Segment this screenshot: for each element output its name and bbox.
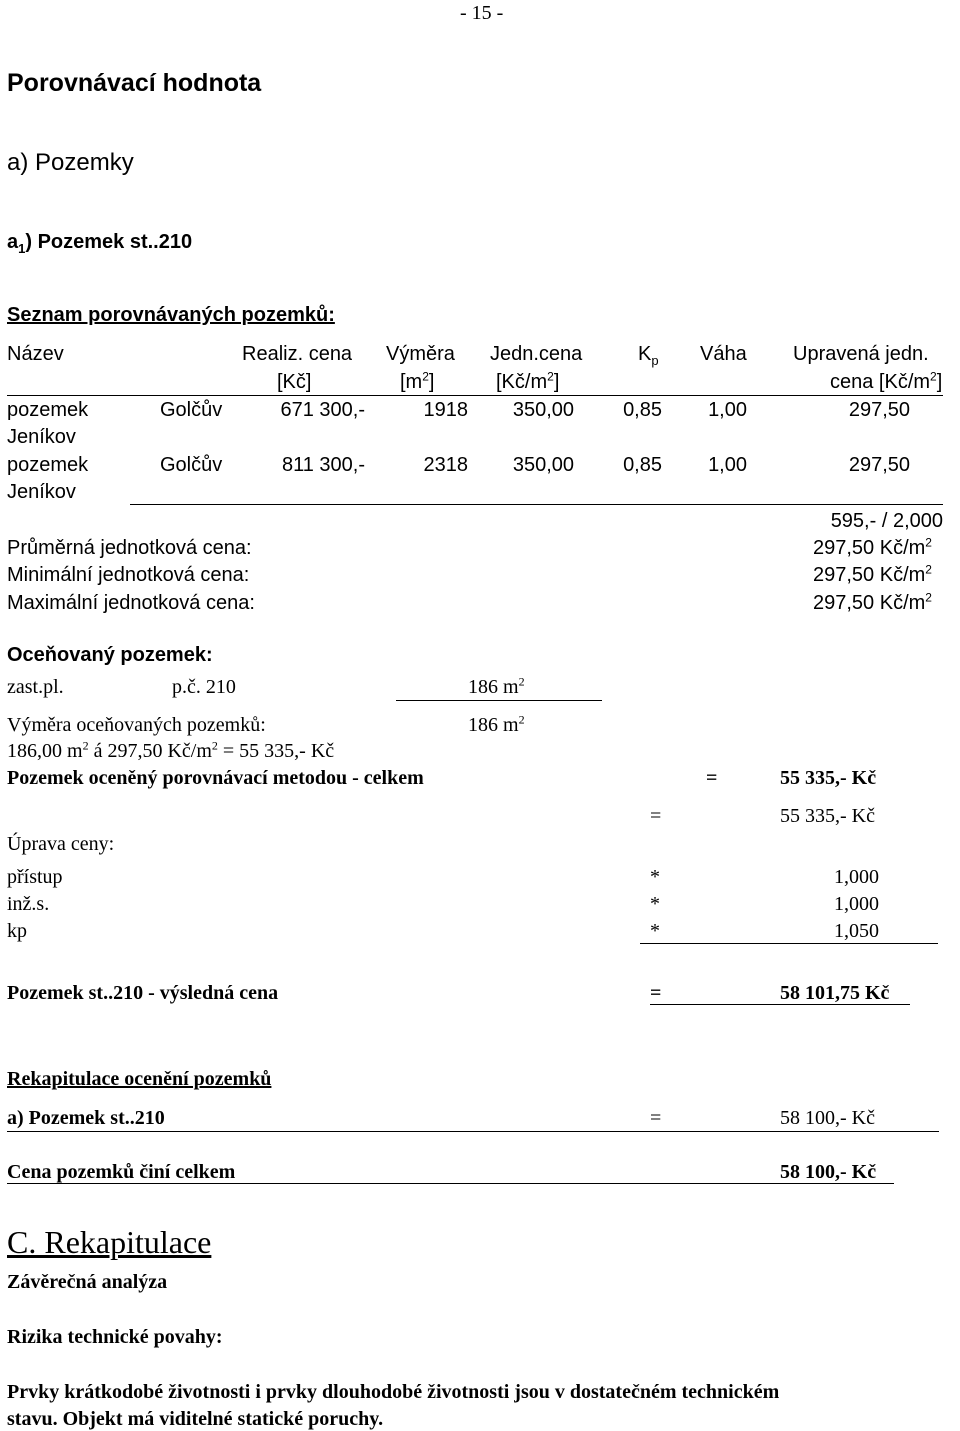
result-label: Pozemek st..210 - výsledná cena	[7, 982, 279, 1004]
adjust-item-op: *	[650, 920, 660, 942]
comparison-list-title: Seznam porovnávaných pozemků:	[7, 304, 335, 326]
row-price: 671 300,-	[280, 399, 365, 421]
row-kp: 0,85	[623, 399, 662, 421]
adjust-base-eq: =	[650, 805, 662, 827]
col-header-unit-price-unit: $[Kč/m^2]$	[496, 369, 560, 393]
row-adjusted: 297,50	[848, 399, 910, 421]
row-price: 811 300,-	[281, 454, 365, 476]
row-locality: Golčův	[160, 454, 223, 476]
comparative-total-value: 55 335,- Kč	[780, 767, 877, 789]
recap-title: Rekapitulace ocenění pozemků	[7, 1068, 272, 1090]
col-header-area: Výměra	[386, 343, 455, 365]
col-header-kp: $K_p$	[638, 343, 659, 368]
stat-label: Minimální jednotková cena:	[7, 564, 250, 586]
row-unit-price: 350,00	[512, 454, 574, 476]
stat-value: 297,50 $Kč/m^2$	[813, 535, 932, 559]
recap-item-eq: =	[650, 1107, 662, 1129]
recap-item-label: a) Pozemek st..210	[7, 1107, 165, 1129]
adjust-item-label: inž.s.	[7, 893, 50, 915]
adjust-item-value: 1,000	[834, 893, 879, 915]
row-weight: 1,00	[708, 399, 747, 421]
row-name-cont: Jeníkov	[7, 481, 76, 503]
stat-label: Průměrná jednotková cena:	[7, 537, 252, 559]
total-area-value: 186 $m^2$	[468, 712, 525, 736]
final-paragraph-line: stavu. Objekt má viditelné statické poruchy.	[7, 1408, 384, 1430]
col-header-price: Realiz. cena	[242, 343, 353, 365]
total-area-label: Výměra oceňovaných pozemků:	[7, 714, 266, 736]
col-header-weight: Váha	[700, 343, 747, 365]
comparative-total-eq: =	[706, 767, 718, 789]
section-a-heading: a) Pozemky	[7, 149, 134, 176]
adjust-title: Úprava ceny:	[7, 833, 115, 855]
result-value: 58 101,75 Kč	[780, 982, 890, 1004]
header-rule	[7, 395, 943, 396]
row-locality: Golčův	[160, 399, 223, 421]
adjust-item-value: 1,000	[834, 866, 879, 888]
col-header-adjusted: Upravená jedn.	[793, 343, 929, 365]
recap-total-value: 58 100,- Kč	[780, 1161, 877, 1183]
row-name: pozemek	[7, 399, 89, 421]
adjust-item-op: *	[650, 893, 660, 915]
result-underline	[650, 1004, 910, 1005]
col-header-unit-price: Jedn.cena	[490, 343, 583, 365]
stat-value: 297,50 $Kč/m^2$	[813, 590, 932, 614]
recap-item-rule	[7, 1131, 939, 1132]
row-adjusted: 297,50	[848, 454, 910, 476]
col-header-area-unit: $[m^2]$	[400, 369, 435, 393]
table-sum: 595,- / 2,000	[830, 510, 943, 532]
stat-label: Maximální jednotková cena:	[7, 592, 255, 614]
col-header-price-unit: [Kč]	[277, 371, 312, 393]
row-area: 1918	[423, 399, 468, 421]
adjust-item-label: kp	[7, 920, 27, 942]
adjust-item-label: přístup	[7, 866, 63, 888]
result-eq: =	[650, 982, 662, 1004]
valued-land-title: Oceňovaný pozemek:	[7, 644, 213, 666]
adjust-rule	[640, 943, 938, 944]
row-unit-price: 350,00	[512, 399, 574, 421]
comparative-total-label: Pozemek oceněný porovnávací metodou - celkem	[7, 767, 424, 789]
adjust-item-op: *	[650, 866, 660, 888]
final-analysis-heading: Závěrečná analýza	[7, 1271, 168, 1293]
recap-item-value: 58 100,- Kč	[780, 1107, 875, 1129]
page-number: - 15 -	[460, 2, 504, 24]
row-area: 2318	[423, 454, 468, 476]
adjust-item-value: 1,050	[834, 920, 879, 942]
recap-total-label: Cena pozemků činí celkem	[7, 1161, 236, 1183]
final-paragraph-line: Prvky krátkodobé životnosti i prvky dlouhodobé životnosti jsou v dostatečném technickém	[7, 1381, 780, 1403]
col-header-name: Název	[7, 343, 64, 365]
row-name: pozemek	[7, 454, 89, 476]
row-name-cont: Jeníkov	[7, 426, 76, 448]
page-heading: Porovnávací hodnota	[7, 69, 262, 97]
parcel-label: zast.pl.	[7, 676, 64, 698]
parcel-rule	[396, 700, 602, 701]
table-bottom-rule	[130, 504, 943, 505]
parcel-area: 186 $m^2$	[468, 674, 525, 698]
subsection-heading: $a_1$) Pozemek st..210	[7, 231, 193, 256]
col-header-adjusted-unit: cena $[Kč/m^2]$	[830, 369, 943, 393]
risks-heading: Rizika technické povahy:	[7, 1326, 223, 1348]
row-kp: 0,85	[623, 454, 662, 476]
recap-total-underline	[7, 1183, 894, 1184]
section-c-heading: C. Rekapitulace	[7, 1224, 212, 1260]
adjust-base-value: 55 335,- Kč	[780, 805, 875, 827]
parcel-number: p.č. 210	[172, 676, 236, 698]
stat-value: 297,50 $Kč/m^2$	[813, 562, 932, 586]
row-weight: 1,00	[708, 454, 747, 476]
area-calculation: 186,00 $m^2$ á 297,50 $Kč/m^2 = 55$ 335,- Kč	[7, 738, 335, 762]
